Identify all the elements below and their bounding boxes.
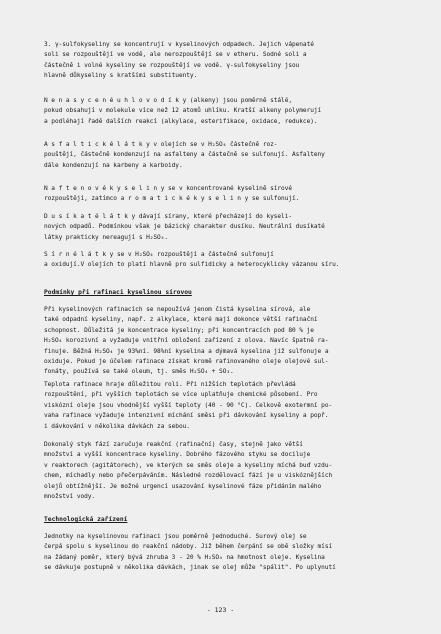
text-line: vaha rafinace vyžaduje intenzivní míchání směsi při dávkování kyseliny a popř. [44, 412, 329, 420]
text-line: a podléhají řadě dalších reakcí (alkylace, esterifikace, oxidace, redukce). [44, 117, 318, 125]
paragraph [44, 96, 419, 127]
text-line: viskózní oleje jsou vhodnější vyšší teploty (40 - 90 °C). Celkově exotermní po- [44, 401, 333, 409]
text-line: chem, míchadly nebo přečerpáváním. Následné rozdělovací fází je u viskóznějších [44, 472, 333, 480]
text-line: a oxidují.V olejích to platí hlavně pro sulfidicky a heterocyklicky vázanou síru. [44, 261, 340, 269]
text-line: čerpá spolu s kyselinou do reakční nádoby. Již během čerpání se obě složky mísí [44, 543, 333, 551]
text-line: finuje. Běžná H₂SO₄ je 93%ní. 98%ní kyselina a dýmavá kyselina již sulfonuje a [44, 347, 329, 355]
text-line: D u s í k a t é l á t k y dávají sírany, které přecházejí do kyseli- [44, 213, 292, 220]
text-line: množství vody. [44, 493, 96, 501]
text-line: rozpouštění, při vyšších teplotách se více uplatňuje chemické působení. Pro [44, 391, 318, 399]
text-line: H₂SO₄ korozivní a vyžaduje vnitřní obložení zařízení z olova. Navíc špatně ra- [44, 337, 329, 345]
text-line: i dávkování v několika dávkách za sebou. [44, 422, 190, 430]
text-line: látky prakticky nereagují s H₂SO₄. [44, 233, 168, 241]
text-line: rozpouštějí, zatímco a r o m a t i c k é k y s e l i n y se sulfonují. [44, 195, 300, 203]
paragraph [44, 184, 419, 205]
section-heading: Podmínky při rafinaci kyselinou sírovou [44, 289, 192, 296]
page-number: - 123 - [206, 606, 235, 614]
paragraph [44, 380, 419, 432]
section-heading: Technologická zařízení [44, 516, 128, 523]
text-line: S í r n é l á t k y se v H₂SO₄ rozpouštějí a částečně sulfonují [44, 251, 274, 258]
text-line: pouštějí, částečně kondenzují na asfalteny a částečně se sulfonují. Asfalteny [44, 151, 325, 159]
text-line: N a f t e n o v é k y s e l i n y se v koncentrované kyselině sírové [44, 185, 292, 192]
text-line: v reaktorech (agitátorech), ve kterých se směs oleje a kyseliny míchá buď vzdu- [44, 461, 333, 469]
text-line: A s f a l t i c k é l á t k y v olejích se v H₂SO₄ částečně roz- [44, 141, 278, 148]
text-line: hlavně důkyseliny s kratšími substituenty. [44, 72, 198, 80]
text-line: olejů obtížnější. Je možné urgencí usazování kyselinové fáze přidáním malého [44, 482, 322, 490]
paragraph [44, 532, 419, 574]
text-line: N e n a s y c e n é u h l o v o d í k y (alkeny) jsou poměrně stálé, [44, 97, 292, 104]
text-line: se dávkuje postupně v několika dávkách, jinak se olej může "spálit". Po uplynutí [44, 564, 336, 572]
text-line: schopnost. Důležitá je koncentrace kyseliny; při koncentracích pod 80 % je [44, 326, 314, 334]
text-line: na žádaný poměr, který bývá zhruba 3 - 20 % H₂SO₄ na hmotnost oleje. Kyselina [44, 553, 325, 561]
text-line: oxiduje. Pokud je účelem rafinace získat kromě rafinovaného oleje olejové sul- [44, 358, 329, 366]
text-line: Dokonalý styk fází zaručuje reakční (rafinační) časy, stejně jako větší [44, 441, 303, 448]
paragraph [44, 212, 419, 243]
text-line: množství a vyšší koncentrace kyseliny. Dobrého fázového styku se dociluje [44, 451, 311, 459]
text-line: Při kyselinových rafinacích se nepoužívá jenom čistá kyselina sírová, ale [44, 306, 311, 313]
text-line: 3. γ-sulfokyseliny se koncentrují v kyselinových odpadech. Jejich vápenaté [44, 41, 314, 48]
text-line: soli se rozpouštějí ve vodě, ale nerozpouštějí se v etheru. Sodné soli a [44, 51, 307, 59]
text-line: Jednotky na kyselinovou rafinaci jsou poměrně jednoduché. Surový olej se [44, 533, 307, 540]
paragraph [44, 440, 419, 502]
text-line: také odpadní kyseliny, např. z alkylace, které mají dokonce větší rafinační [44, 316, 318, 324]
paragraph [44, 250, 419, 271]
paragraph [44, 140, 419, 171]
text-line: fonáty, používá se také oleum, tj. směs H₂SO₄ + SO₃. [44, 368, 234, 376]
text-line: Teplota rafinace hraje důležitou roli. Při nižších teplotách převládá [44, 381, 296, 388]
paragraph [44, 40, 419, 82]
text-line: pokud obsahují v molekule více než 12 atomů uhlíku. Kratší alkeny polymerují [44, 107, 322, 115]
text-line: částečně i volné kyseliny se rozpouštějí ve vodě. γ-sulfokyseliny jsou [44, 61, 300, 69]
paragraph [44, 305, 419, 378]
text-line: nových odpadů. Podmínkou však je bázický charakter dusíku. Neutrální dusíkaté [44, 223, 325, 231]
text-line: dále kondenzují na karbeny a karboidy. [44, 161, 183, 169]
